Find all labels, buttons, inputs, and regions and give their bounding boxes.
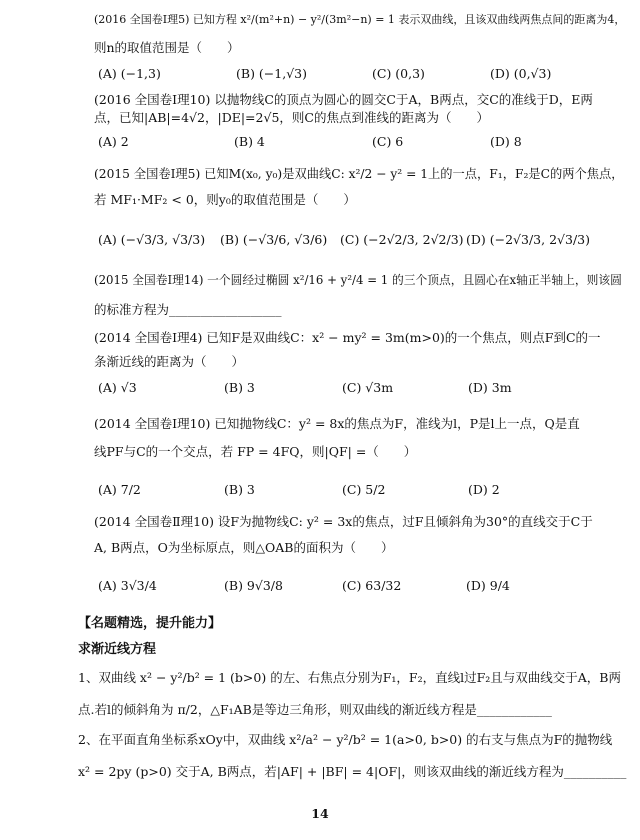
problem-6-option-a: (A) 7/2 [98, 482, 141, 497]
problem-3-stem: (2015 全国卷Ⅰ理5) 已知M(x₀, y₀)是双曲线C: x²/2 − y² = 1上的一点，F₁，F₂是C的两个焦点， [94, 167, 624, 181]
problem-3-option-a: (A) (−√3/3, √3/3) [98, 232, 206, 247]
problem-4-stem: (2015 全国卷Ⅰ理14) 一个圆经过椭圆 x²/16 + y²/4 = 1 的三个顶点，且圆心在x轴正半轴上，则该圆 [94, 273, 622, 287]
problem-2-stem-cont: 点，已知|AB|=4√2，|DE|=2√5，则C的焦点到准线的距离为（ ） [94, 110, 489, 125]
section-title: 【名题精选，提升能力】 [78, 616, 222, 631]
problem-1-stem: (2016 全国卷Ⅰ理5) 已知方程 x²/(m²+n) − y²/(3m²−n) = 1 表示双曲线，且该双曲线两焦点间的距离为4， [94, 13, 626, 26]
problem-3-option-d: (D) (−2√3/3, 2√3/3) [466, 232, 590, 247]
problem-6-option-d: (D) 2 [468, 482, 500, 497]
problem-2-option-c: (C) 6 [372, 134, 404, 149]
problem-5-option-d: (D) 3m [468, 380, 512, 395]
exercise-1-line-2: 点.若l的倾斜角为 π/2，△F₁AB是等边三角形，则双曲线的渐近线方程是____________ [78, 702, 552, 717]
problem-1-stem-cont: 则n的取值范围是（ ） [94, 40, 240, 55]
problem-7-option-b: (B) 9√3/8 [224, 578, 283, 593]
problem-6-stem: (2014 全国卷Ⅰ理10) 已知抛物线C：y² = 8x的焦点为F，准线为l，P是l上一点，Q是直 [94, 416, 580, 431]
problem-1-option-d: (D) (0,√3) [490, 66, 552, 81]
problem-3-option-c: (C) (−2√2/3, 2√2/3) [340, 232, 464, 247]
problem-7-option-c: (C) 63/32 [342, 578, 402, 593]
problem-5-stem-cont: 条渐近线的距离为（ ） [94, 354, 245, 369]
problem-7-option-a: (A) 3√3/4 [98, 578, 157, 593]
exercise-2-line-1: 2、在平面直角坐标系xOy中，双曲线 x²/a² − y²/b² = 1(a>0, b>0) 的右支与焦点为F的抛物线 [78, 732, 613, 747]
problem-2-option-d: (D) 8 [490, 134, 522, 149]
problem-1-option-a: (A) (−1,3) [98, 66, 161, 81]
problem-5-option-b: (B) 3 [224, 380, 255, 395]
problem-2-stem: (2016 全国卷Ⅰ理10) 以抛物线C的顶点为圆心的圆交C于A，B两点，交C的准线于D，E两 [94, 92, 593, 107]
exercise-2-line-2: x² = 2py (p>0) 交于A, B两点，若|AF| + |BF| = 4|OF|，则该双曲线的渐近线方程为__________ [78, 764, 627, 779]
problem-4-stem-cont: 的标准方程为__________________ [94, 302, 282, 317]
problem-7-stem: (2014 全国卷Ⅱ理10) 设F为抛物线C: y² = 3x的焦点，过F且倾斜角为30°的直线交于C于 [94, 514, 593, 529]
problem-5-option-a: (A) √3 [98, 380, 137, 395]
problem-6-stem-cont: 线PF与C的一个交点，若 FP = 4FQ，则|QF| =（ ） [94, 444, 417, 459]
problem-2-option-b: (B) 4 [234, 134, 265, 149]
problem-7-stem-cont: A, B两点，O为坐标原点，则△OAB的面积为（ ） [94, 540, 394, 555]
problem-3-stem-cont: 若 MF₁·MF₂ < 0，则y₀的取值范围是（ ） [94, 192, 356, 207]
problem-3-option-b: (B) (−√3/6, √3/6) [220, 232, 328, 247]
problem-5-option-c: (C) √3m [342, 380, 394, 395]
problem-6-option-c: (C) 5/2 [342, 482, 386, 497]
problem-7-option-d: (D) 9/4 [466, 578, 510, 593]
problem-1-option-c: (C) (0,3) [372, 66, 425, 81]
subsection-title: 求渐近线方程 [78, 642, 157, 657]
page-number: 14 [311, 806, 329, 821]
problem-5-stem: (2014 全国卷Ⅰ理4) 已知F是双曲线C：x² − my² = 3m(m>0)的一个焦点，则点F到C的一 [94, 330, 601, 345]
problem-2-option-a: (A) 2 [98, 134, 129, 149]
exercise-1-line-1: 1、双曲线 x² − y²/b² = 1 (b>0) 的左、右焦点分别为F₁，F₂，直线l过F₂且与双曲线交于A，B两 [78, 670, 621, 685]
problem-1-option-b: (B) (−1,√3) [236, 66, 307, 81]
problem-6-option-b: (B) 3 [224, 482, 255, 497]
